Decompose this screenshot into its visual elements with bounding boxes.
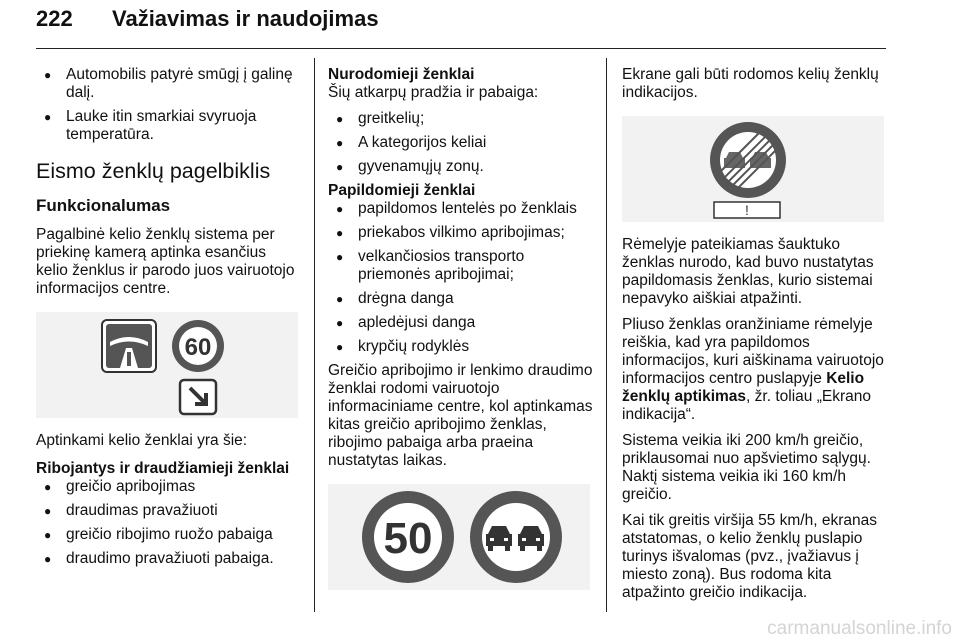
- list-item: ● apledėjusi danga: [328, 314, 594, 332]
- list-item: ● Automobilis patyrė smūgį į galinę dalį.: [36, 66, 302, 102]
- detected-signs-text: Aptinkami kelio ženklai yra šie:: [36, 432, 248, 449]
- intro-paragraph: Pagalbinė kelio ženklų sistema per priekinę kamerą aptinka esančius kelio ženklus ir parodo juos vairuotojo informacijos centre.: [36, 226, 295, 297]
- display-indications-text: Ekrane gali būti rodomos kelių ženklų indikacijos.: [622, 66, 879, 101]
- list-item: ● gyvenamųjų zonų.: [328, 158, 594, 176]
- arrow-sign-icon: [180, 380, 216, 414]
- plus-sign-paragraph: [622, 316, 888, 424]
- sign-figure-3: [622, 116, 884, 222]
- speed-limit-sign-icon: [172, 320, 224, 372]
- header-rule: [36, 48, 886, 49]
- no-overtaking-sign-icon: [470, 491, 562, 583]
- list-item: ● velkančiosios transporto priemonės apribojimai;: [328, 248, 594, 284]
- exclamation-paragraph: Rėmelyje pateikiamas šauktuko ženklas nurodo, kad buvo nustatytas papildomasis ženklas, kurio sistemai nepavyko aiškiai atpažinti.: [622, 236, 874, 307]
- section-heading: Eismo ženklų pagelbiklis: [36, 159, 271, 183]
- list-item: ● draudimo pravažiuoti pabaiga.: [36, 550, 302, 568]
- list-item: ● papildomos lentelės po ženklais: [328, 200, 594, 218]
- list-item: ● drėgna danga: [328, 290, 594, 308]
- display-duration-paragraph: Greičio apribojimo ir lenkimo draudimo ženklai rodomi vairuotojo informaciniame centre, kol aptinkamas kitas greičio apribojimo ženklas, ribojimo pabaiga arba praeina nustatytas laikas.: [328, 362, 593, 469]
- list-item: ● priekabos vilkimo apribojimas;: [328, 224, 594, 242]
- plus-sign-text: Pliuso ženklas oranžiniame rėmelyje reiškia, kad yra papildomos informacijos, kuri aiškinama vairuotojo informacijos centro puslapyje: [622, 316, 884, 387]
- list-item: ● greičio apribojimas: [36, 478, 302, 496]
- subsection-heading: Funkcionalumas: [36, 196, 171, 215]
- group-title: Ribojantys ir draudžiamieji ženklai: [36, 460, 290, 477]
- page-reference: Kelio ženklų aptikimas: [622, 370, 865, 405]
- sign-figure-1: [36, 312, 298, 418]
- plus-sign-text-end: , žr. toliau „Ekrano indikacija“.: [622, 388, 871, 423]
- page-number: 222: [36, 6, 73, 31]
- list-item: ● krypčių rodyklės: [328, 338, 594, 356]
- list-item: ● Lauke itin smarkiai svyruoja temperatūra.: [36, 108, 302, 144]
- page-title: Važiavimas ir naudojimas: [112, 6, 379, 31]
- column-3: [622, 66, 888, 602]
- svg-text:!: !: [745, 202, 749, 218]
- speed-range-paragraph: Sistema veikia iki 200 km/h greičio, priklausomai nuo apšvietimo sąlygų. Naktį sistema veikia iki 160 km/h greičio.: [622, 432, 871, 503]
- column-divider-1: [314, 58, 315, 612]
- sign-figure-1-graphic: [36, 312, 298, 418]
- svg-text:60: 60: [184, 334, 212, 361]
- column-2: [328, 66, 594, 590]
- informative-signs-title: Nurodomieji ženklai: [328, 66, 475, 83]
- speed-limit-50-sign-icon: [362, 491, 454, 583]
- exclamation-plate-icon: [714, 202, 780, 218]
- page-header: [36, 6, 886, 46]
- informative-signs-text: Šių atkarpų pradžia ir pabaiga:: [328, 84, 539, 101]
- list-item: ● greičio ribojimo ruožo pabaiga: [36, 526, 302, 544]
- motorway-sign-icon: [102, 320, 156, 372]
- sign-figure-3-graphic: [622, 116, 884, 222]
- watermark: carmanualsonline.info: [767, 618, 952, 639]
- column-divider-2: [606, 58, 607, 612]
- end-of-no-overtaking-sign-icon: [710, 122, 786, 198]
- sign-figure-2: [328, 484, 590, 590]
- list-item: ● greitkelių;: [328, 110, 594, 128]
- svg-text:50: 50: [383, 514, 433, 563]
- list-item: ● draudimas pravažiuoti: [36, 502, 302, 520]
- additional-signs-title: Papildomieji ženklai: [328, 182, 476, 199]
- reset-paragraph: Kai tik greitis viršija 55 km/h, ekranas atstatomas, o kelio ženklų puslapio turinys išvalomas (pvz., įvažiavus į miesto zoną). Bus rodoma kita atpažinto greičio indikacija.: [622, 512, 877, 601]
- column-1: [36, 66, 302, 574]
- sign-figure-2-graphic: [328, 484, 590, 590]
- list-item: ● A kategorijos keliai: [328, 134, 594, 152]
